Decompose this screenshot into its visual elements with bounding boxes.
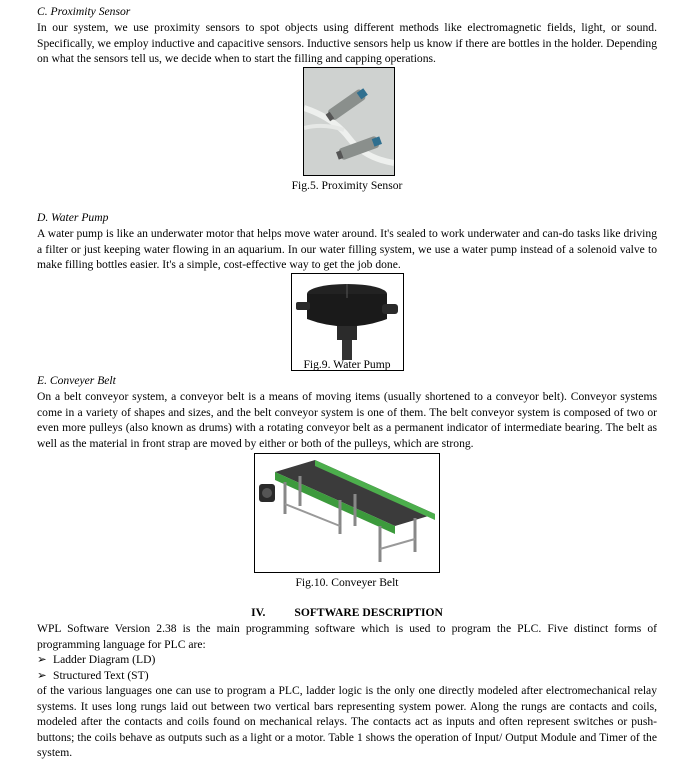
list-item bbox=[37, 652, 155, 668]
section-heading-software-description: IV. SOFTWARE DESCRIPTION bbox=[251, 606, 443, 619]
paragraph-software-intro: WPL Software Version 2.38 is the main programming software which is used to program the PLC. Five distinct forms of programming language for PLC are: bbox=[37, 622, 657, 651]
figure-caption-conveyer-belt: Fig.10. Conveyer Belt bbox=[295, 576, 399, 589]
list-item-label: Structured Text (ST) bbox=[53, 669, 149, 682]
bullet-arrow-icon: ➢ bbox=[37, 669, 47, 682]
paragraph-water-pump: A water pump is like an underwater motor that helps move water around. It's sealed to work underwater and can-do tasks like driving a filter or just keeping water flowing in an aquarium. In our water filling system, we use a water pump instead of a solenoid valve to make filling bottles easier. It's a simple, cost-effective way to get the job done. bbox=[37, 227, 657, 272]
section-heading-proximity-sensor: C. Proximity Sensor bbox=[37, 5, 131, 18]
bullet-arrow-icon: ➢ bbox=[37, 653, 47, 666]
list-item-label: Ladder Diagram (LD) bbox=[53, 653, 156, 666]
section-heading-water-pump: D. Water Pump bbox=[37, 211, 109, 224]
paragraph-proximity-sensor: In our system, we use proximity sensors to spot objects using different methods like electromagnetic fields, light, or sound. Specifically, we employ inductive and capacitive sensors. Inductive sensors help us know if there are bottles in the holder. Depending on what the sensors tell us, we decide when to start the filling and capping operations. bbox=[37, 21, 657, 66]
figure-caption-proximity-sensor: Fig.5. Proximity Sensor bbox=[291, 179, 403, 192]
conveyer-belt-image bbox=[254, 453, 440, 573]
list-item bbox=[37, 668, 149, 684]
proximity-sensor-image bbox=[303, 67, 395, 176]
figure-caption-water-pump: Fig.9. Water Pump bbox=[303, 358, 391, 371]
paragraph-conveyer-belt: On a belt conveyor system, a conveyor belt is a means of moving items (usually shortened to a conveyor belt). Conveyor systems come in a variety of shapes and sizes, and the belt conveyor system is one of them. The belt conveyor system is composed of two or even more pulleys (also known as drums) with a rotating conveyor belt as a permanent indicator of intermediate bearing. The belt as well as the material in front strap are moved by either or both of the pulleys, which are strong. bbox=[37, 390, 657, 450]
paragraph-ladder-logic: of the various languages one can use to program a PLC, ladder logic is the only one directly modeled after electromechanical relay systems. It uses long rungs laid out between two vertical bars representing system power. Along the rungs are contacts and coils, modeled after the contacts and coils found on mechanical relays. The contacts act as inputs and often represent switches or push-buttons; the coils behave as outputs such as a light or a motor. Table 1 shows the operation of Input/ Output Module and Timer of the system. bbox=[37, 684, 657, 760]
section-heading-conveyer-belt: E. Conveyer Belt bbox=[37, 374, 116, 387]
